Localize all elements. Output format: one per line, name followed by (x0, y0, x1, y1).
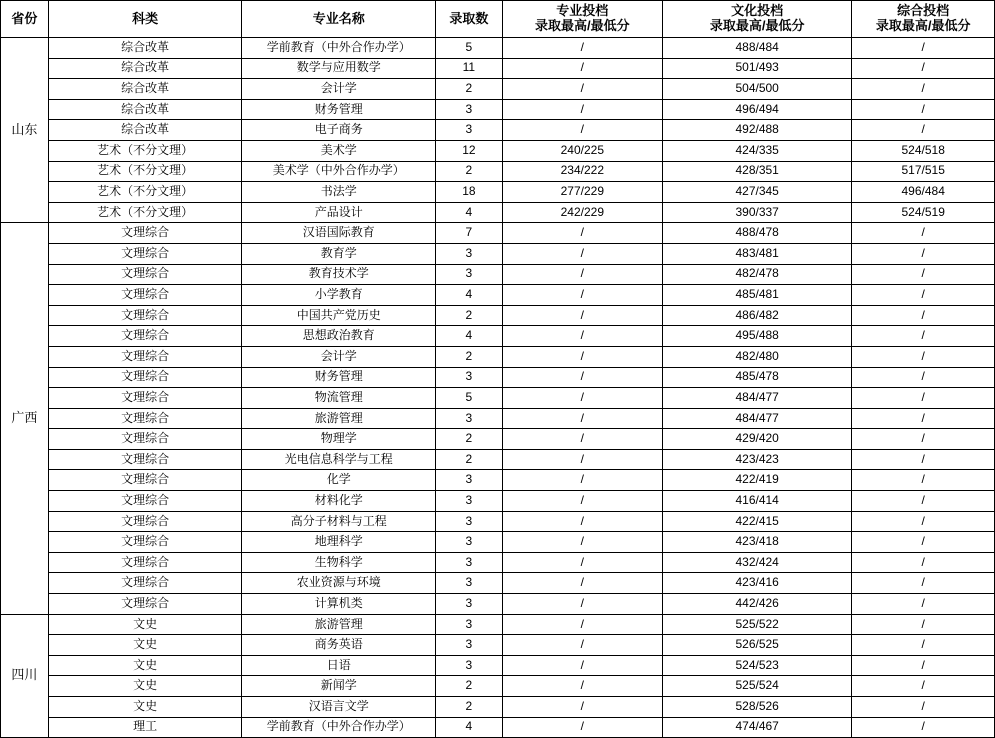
major-cell: 汉语国际教育 (242, 223, 436, 244)
table-row (1, 614, 995, 635)
culture-score-cell: 525/524 (662, 676, 851, 697)
major-cell: 财务管理 (242, 99, 436, 120)
major-cell: 材料化学 (242, 491, 436, 512)
table-row (1, 346, 995, 367)
table-row (1, 99, 995, 120)
major-score-cell: / (502, 58, 662, 79)
major-score-cell: / (502, 408, 662, 429)
culture-score-cell: 485/481 (662, 285, 851, 306)
major-score-cell: 240/225 (502, 140, 662, 161)
count-cell: 4 (436, 285, 503, 306)
count-cell: 2 (436, 697, 503, 718)
count-cell: 3 (436, 120, 503, 141)
category-cell: 文理综合 (48, 594, 242, 615)
table-row (1, 243, 995, 264)
comprehensive-score-cell: / (852, 223, 995, 244)
comprehensive-score-cell: / (852, 346, 995, 367)
table-row (1, 697, 995, 718)
count-cell: 4 (436, 326, 503, 347)
comprehensive-score-cell: / (852, 264, 995, 285)
major-cell: 计算机类 (242, 594, 436, 615)
comprehensive-score-cell: / (852, 449, 995, 470)
culture-score-cell: 486/482 (662, 305, 851, 326)
major-score-cell: 277/229 (502, 182, 662, 203)
major-score-cell: / (502, 635, 662, 656)
comprehensive-score-cell: 524/519 (852, 202, 995, 223)
category-cell: 文理综合 (48, 511, 242, 532)
culture-score-cell: 423/423 (662, 449, 851, 470)
table-row (1, 38, 995, 59)
major-score-cell: / (502, 388, 662, 409)
count-cell: 4 (436, 202, 503, 223)
table-row (1, 429, 995, 450)
table-row (1, 161, 995, 182)
category-cell: 综合改革 (48, 79, 242, 100)
category-cell: 综合改革 (48, 120, 242, 141)
column-header-comprehensive-score: 综合投档 录取最高/最低分 (852, 1, 995, 38)
count-cell: 3 (436, 243, 503, 264)
count-cell: 3 (436, 99, 503, 120)
comprehensive-score-cell: / (852, 285, 995, 306)
comprehensive-score-cell: 517/515 (852, 161, 995, 182)
count-cell: 3 (436, 470, 503, 491)
comprehensive-score-cell: / (852, 388, 995, 409)
major-cell: 新闻学 (242, 676, 436, 697)
table-row (1, 511, 995, 532)
table-row (1, 182, 995, 203)
count-cell: 3 (436, 511, 503, 532)
comprehensive-score-cell: / (852, 717, 995, 738)
major-cell: 农业资源与环境 (242, 573, 436, 594)
comprehensive-score-cell: / (852, 491, 995, 512)
category-cell: 文理综合 (48, 491, 242, 512)
culture-score-cell: 429/420 (662, 429, 851, 450)
comprehensive-score-cell: / (852, 511, 995, 532)
major-cell: 产品设计 (242, 202, 436, 223)
comprehensive-score-cell: / (852, 429, 995, 450)
major-cell: 高分子材料与工程 (242, 511, 436, 532)
column-header-count: 录取数 (436, 1, 503, 38)
major-score-cell: / (502, 79, 662, 100)
major-score-cell: / (502, 120, 662, 141)
province-cell: 广西 (1, 223, 49, 614)
major-score-cell: / (502, 552, 662, 573)
table-row (1, 79, 995, 100)
major-score-cell: / (502, 285, 662, 306)
culture-score-cell: 528/526 (662, 697, 851, 718)
count-cell: 3 (436, 552, 503, 573)
major-cell: 美术学（中外合作办学） (242, 161, 436, 182)
table-row (1, 449, 995, 470)
major-cell: 旅游管理 (242, 614, 436, 635)
major-cell: 物流管理 (242, 388, 436, 409)
major-cell: 书法学 (242, 182, 436, 203)
major-cell: 会计学 (242, 79, 436, 100)
category-cell: 文史 (48, 635, 242, 656)
count-cell: 3 (436, 573, 503, 594)
culture-score-cell: 422/415 (662, 511, 851, 532)
major-cell: 物理学 (242, 429, 436, 450)
culture-score-cell: 483/481 (662, 243, 851, 264)
culture-score-cell: 423/416 (662, 573, 851, 594)
comprehensive-score-cell: / (852, 470, 995, 491)
table-row (1, 552, 995, 573)
culture-score-cell: 524/523 (662, 655, 851, 676)
major-score-cell: / (502, 305, 662, 326)
comprehensive-score-cell: / (852, 367, 995, 388)
comprehensive-score-cell: / (852, 573, 995, 594)
table-row (1, 491, 995, 512)
category-cell: 文理综合 (48, 243, 242, 264)
culture-score-cell: 485/478 (662, 367, 851, 388)
comprehensive-score-cell: / (852, 594, 995, 615)
table-row (1, 140, 995, 161)
count-cell: 2 (436, 676, 503, 697)
major-score-cell: / (502, 676, 662, 697)
category-cell: 文史 (48, 655, 242, 676)
culture-score-cell: 492/488 (662, 120, 851, 141)
count-cell: 3 (436, 594, 503, 615)
column-header-category: 科类 (48, 1, 242, 38)
count-cell: 2 (436, 429, 503, 450)
major-score-cell: / (502, 511, 662, 532)
culture-score-cell: 474/467 (662, 717, 851, 738)
province-cell: 山东 (1, 38, 49, 223)
table-row (1, 58, 995, 79)
major-score-cell: 234/222 (502, 161, 662, 182)
category-cell: 文理综合 (48, 470, 242, 491)
major-score-cell: / (502, 697, 662, 718)
count-cell: 5 (436, 388, 503, 409)
category-cell: 文理综合 (48, 326, 242, 347)
count-cell: 18 (436, 182, 503, 203)
major-score-cell: / (502, 99, 662, 120)
major-cell: 电子商务 (242, 120, 436, 141)
category-cell: 文理综合 (48, 449, 242, 470)
culture-score-cell: 488/484 (662, 38, 851, 59)
table-row (1, 573, 995, 594)
major-score-cell: / (502, 614, 662, 635)
comprehensive-score-cell: 496/484 (852, 182, 995, 203)
count-cell: 3 (436, 635, 503, 656)
comprehensive-score-cell: / (852, 120, 995, 141)
major-cell: 化学 (242, 470, 436, 491)
comprehensive-score-cell: / (852, 676, 995, 697)
culture-score-cell: 504/500 (662, 79, 851, 100)
major-cell: 生物科学 (242, 552, 436, 573)
culture-score-cell: 484/477 (662, 388, 851, 409)
major-score-cell: / (502, 243, 662, 264)
culture-score-cell: 427/345 (662, 182, 851, 203)
table-header (1, 1, 995, 38)
count-cell: 12 (436, 140, 503, 161)
major-cell: 小学教育 (242, 285, 436, 306)
comprehensive-score-cell: / (852, 697, 995, 718)
culture-score-cell: 442/426 (662, 594, 851, 615)
comprehensive-score-cell: / (852, 305, 995, 326)
table-row (1, 285, 995, 306)
major-cell: 光电信息科学与工程 (242, 449, 436, 470)
category-cell: 文理综合 (48, 264, 242, 285)
major-score-cell: / (502, 594, 662, 615)
count-cell: 5 (436, 38, 503, 59)
comprehensive-score-cell: / (852, 408, 995, 429)
comprehensive-score-cell: / (852, 326, 995, 347)
comprehensive-score-cell: 524/518 (852, 140, 995, 161)
count-cell: 3 (436, 491, 503, 512)
major-score-cell: / (502, 367, 662, 388)
major-cell: 学前教育（中外合作办学） (242, 717, 436, 738)
comprehensive-score-cell: / (852, 79, 995, 100)
table-row (1, 408, 995, 429)
count-cell: 2 (436, 79, 503, 100)
table-row (1, 635, 995, 656)
culture-score-cell: 416/414 (662, 491, 851, 512)
province-cell: 四川 (1, 614, 49, 738)
culture-score-cell: 496/494 (662, 99, 851, 120)
category-cell: 艺术（不分文理） (48, 202, 242, 223)
culture-score-cell: 432/424 (662, 552, 851, 573)
culture-score-cell: 484/477 (662, 408, 851, 429)
major-score-cell: / (502, 717, 662, 738)
culture-score-cell: 501/493 (662, 58, 851, 79)
category-cell: 文理综合 (48, 429, 242, 450)
major-cell: 地理科学 (242, 532, 436, 553)
column-header-culture-score: 文化投档 录取最高/最低分 (662, 1, 851, 38)
major-cell: 商务英语 (242, 635, 436, 656)
category-cell: 艺术（不分文理） (48, 140, 242, 161)
category-cell: 文理综合 (48, 532, 242, 553)
culture-score-cell: 525/522 (662, 614, 851, 635)
major-cell: 教育技术学 (242, 264, 436, 285)
count-cell: 3 (436, 655, 503, 676)
category-cell: 文理综合 (48, 367, 242, 388)
comprehensive-score-cell: / (852, 614, 995, 635)
culture-score-cell: 423/418 (662, 532, 851, 553)
category-cell: 文理综合 (48, 305, 242, 326)
category-cell: 文理综合 (48, 285, 242, 306)
count-cell: 3 (436, 614, 503, 635)
comprehensive-score-cell: / (852, 58, 995, 79)
major-score-cell: / (502, 491, 662, 512)
major-score-cell: / (502, 449, 662, 470)
major-score-cell: / (502, 326, 662, 347)
culture-score-cell: 422/419 (662, 470, 851, 491)
comprehensive-score-cell: / (852, 635, 995, 656)
major-cell: 旅游管理 (242, 408, 436, 429)
major-cell: 思想政治教育 (242, 326, 436, 347)
category-cell: 文史 (48, 676, 242, 697)
comprehensive-score-cell: / (852, 243, 995, 264)
major-score-cell: / (502, 470, 662, 491)
count-cell: 7 (436, 223, 503, 244)
major-cell: 数学与应用数学 (242, 58, 436, 79)
culture-score-cell: 488/478 (662, 223, 851, 244)
table-body (1, 38, 995, 738)
header-row (1, 1, 995, 38)
comprehensive-score-cell: / (852, 532, 995, 553)
major-score-cell: / (502, 573, 662, 594)
table-row (1, 326, 995, 347)
major-cell: 日语 (242, 655, 436, 676)
category-cell: 文理综合 (48, 408, 242, 429)
comprehensive-score-cell: / (852, 38, 995, 59)
major-score-cell: / (502, 655, 662, 676)
table-row (1, 264, 995, 285)
table-row (1, 202, 995, 223)
comprehensive-score-cell: / (852, 655, 995, 676)
table-row (1, 676, 995, 697)
category-cell: 文理综合 (48, 552, 242, 573)
column-header-province: 省份 (1, 1, 49, 38)
table-row (1, 305, 995, 326)
column-header-major: 专业名称 (242, 1, 436, 38)
count-cell: 2 (436, 305, 503, 326)
table-row (1, 532, 995, 553)
major-cell: 学前教育（中外合作办学） (242, 38, 436, 59)
count-cell: 11 (436, 58, 503, 79)
culture-score-cell: 526/525 (662, 635, 851, 656)
count-cell: 4 (436, 717, 503, 738)
table-row (1, 655, 995, 676)
category-cell: 艺术（不分文理） (48, 161, 242, 182)
table-row (1, 388, 995, 409)
count-cell: 3 (436, 264, 503, 285)
major-score-cell: / (502, 532, 662, 553)
major-cell: 财务管理 (242, 367, 436, 388)
count-cell: 3 (436, 532, 503, 553)
major-score-cell: / (502, 429, 662, 450)
major-score-cell: 242/229 (502, 202, 662, 223)
culture-score-cell: 482/480 (662, 346, 851, 367)
major-cell: 汉语言文学 (242, 697, 436, 718)
table-row (1, 367, 995, 388)
count-cell: 2 (436, 161, 503, 182)
category-cell: 文理综合 (48, 223, 242, 244)
major-score-cell: / (502, 38, 662, 59)
table-row (1, 470, 995, 491)
culture-score-cell: 390/337 (662, 202, 851, 223)
comprehensive-score-cell: / (852, 99, 995, 120)
category-cell: 综合改革 (48, 99, 242, 120)
count-cell: 2 (436, 449, 503, 470)
category-cell: 文理综合 (48, 573, 242, 594)
count-cell: 2 (436, 346, 503, 367)
category-cell: 综合改革 (48, 58, 242, 79)
major-score-cell: / (502, 346, 662, 367)
culture-score-cell: 482/478 (662, 264, 851, 285)
culture-score-cell: 428/351 (662, 161, 851, 182)
major-cell: 中国共产党历史 (242, 305, 436, 326)
culture-score-cell: 424/335 (662, 140, 851, 161)
count-cell: 3 (436, 367, 503, 388)
table-row (1, 594, 995, 615)
category-cell: 艺术（不分文理） (48, 182, 242, 203)
major-cell: 教育学 (242, 243, 436, 264)
major-score-cell: / (502, 223, 662, 244)
category-cell: 综合改革 (48, 38, 242, 59)
column-header-major-score: 专业投档 录取最高/最低分 (502, 1, 662, 38)
culture-score-cell: 495/488 (662, 326, 851, 347)
count-cell: 3 (436, 408, 503, 429)
major-score-cell: / (502, 264, 662, 285)
category-cell: 文理综合 (48, 346, 242, 367)
table-row (1, 223, 995, 244)
major-cell: 美术学 (242, 140, 436, 161)
category-cell: 文史 (48, 697, 242, 718)
table-row (1, 120, 995, 141)
comprehensive-score-cell: / (852, 552, 995, 573)
category-cell: 文史 (48, 614, 242, 635)
major-cell: 会计学 (242, 346, 436, 367)
category-cell: 文理综合 (48, 388, 242, 409)
table-row (1, 717, 995, 738)
category-cell: 理工 (48, 717, 242, 738)
